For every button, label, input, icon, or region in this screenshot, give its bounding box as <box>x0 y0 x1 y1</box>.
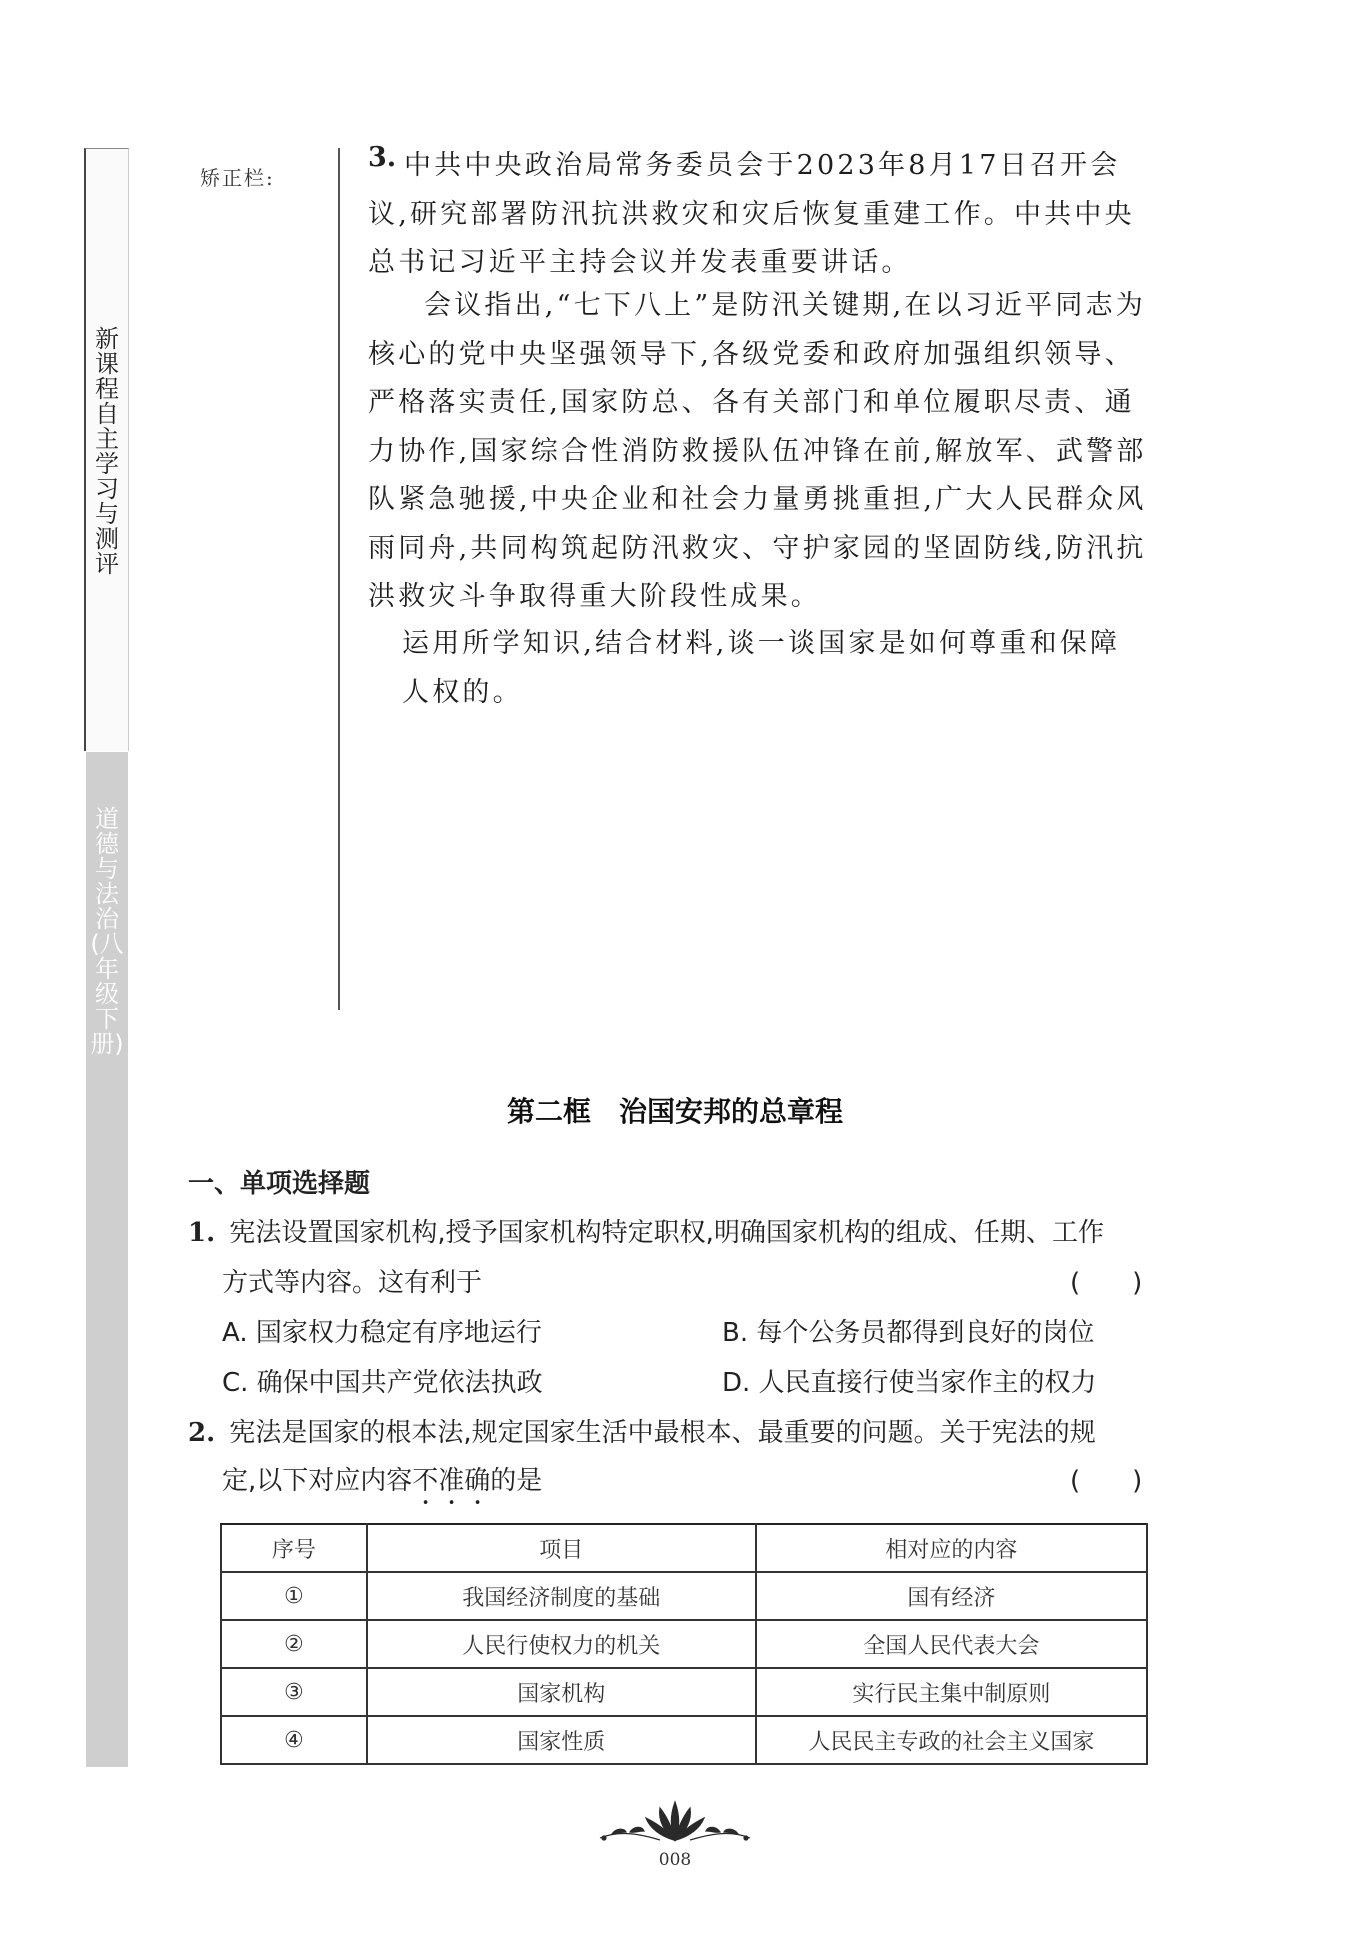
table-cell: 国有经济 <box>756 1572 1147 1620</box>
question-2-emphasis: 不准确 <box>412 1466 491 1496</box>
section-title: 第二框 治国安邦的总章程 <box>506 1095 843 1128</box>
table-header-row <box>221 1524 1147 1572</box>
side-strip-top-label: 新课程自主学习与测评 <box>95 325 119 578</box>
option-b[interactable]: B. 每个公务员都得到良好的岗位 <box>722 1318 1095 1348</box>
table-cell: ② <box>221 1620 367 1668</box>
table-cell: 国家性质 <box>367 1716 756 1764</box>
side-strip-bottom <box>86 752 128 1767</box>
table-row <box>221 1668 1147 1716</box>
question-2 <box>188 1412 1096 1449</box>
table-cell: 我国经济制度的基础 <box>367 1572 756 1620</box>
multiple-choice-heading: 一、单项选择题 <box>188 1169 371 1199</box>
table-row <box>221 1572 1147 1620</box>
side-strip-top <box>84 148 129 751</box>
question-1-answer-blank[interactable]: ( ) <box>1070 1268 1143 1298</box>
table-header-cell: 序号 <box>221 1524 367 1572</box>
table-cell: ③ <box>221 1668 367 1716</box>
question-1-number: 1. <box>188 1218 216 1248</box>
table-cell: 国家机构 <box>367 1668 756 1716</box>
question-1-line-1: 宪法设置国家机构,授予国家机构特定职权,明确国家机构的组成、任期、工作 <box>229 1218 1104 1248</box>
question-3-prompt: 运用所学知识,结合材料,谈一谈国家是如何尊重和保障人权的。 <box>402 628 1121 708</box>
table-cell: ① <box>221 1572 367 1620</box>
floral-ornament-icon <box>590 1798 760 1848</box>
table-header-cell: 相对应的内容 <box>756 1524 1147 1572</box>
table-cell: 人民民主专政的社会主义国家 <box>756 1716 1147 1764</box>
table-cell: 全国人民代表大会 <box>756 1620 1147 1668</box>
table-cell: 实行民主集中制原则 <box>756 1668 1147 1716</box>
option-d[interactable]: D. 人民直接行使当家作主的权力 <box>722 1368 1097 1398</box>
option-a[interactable]: A. 国家权力稳定有序地运行 <box>222 1318 542 1348</box>
page-number: 008 <box>658 1850 692 1870</box>
option-c[interactable]: C. 确保中国共产党依法执政 <box>222 1368 543 1398</box>
question-3-paragraph-2: 会议指出,“七下八上”是防汛关键期,在以习近平同志为核心的党中央坚强领导下,各级党委和政府加强组织领导、严格落实责任,国家防总、各有关部门和单位履职尽责、通力协作,国家综合性消防救援队伍冲锋在前,解放军、武警部队紧急驰援,中央企业和社会力量勇挑重担,广大人民群众风雨同舟,共同构筑起防汛救灾、守护家园的坚固防线,防汛抗洪救灾斗争取得重大阶段性成果。 <box>368 290 1147 612</box>
question-2-line-2-end: 的是 <box>490 1466 543 1496</box>
question-2-number: 2. <box>188 1418 216 1448</box>
table-header-cell: 项目 <box>367 1524 756 1572</box>
question-2-line-2-start: 定,以下对应内容 <box>222 1466 413 1496</box>
correction-divider <box>338 148 340 1010</box>
table-cell: 人民行使权力的机关 <box>367 1620 756 1668</box>
table-row <box>221 1620 1147 1668</box>
table-cell: ④ <box>221 1716 367 1764</box>
side-strip-bottom-label: 道德与法治(八年级下册) <box>90 805 124 1058</box>
question-2-line-1: 宪法是国家的根本法,规定国家生活中最根本、最重要的问题。关于宪法的规 <box>229 1418 1096 1448</box>
question-2-line-2 <box>222 1460 542 1511</box>
question-3-number: 3. <box>368 142 397 173</box>
content-table <box>220 1523 1148 1765</box>
question-1-line-2: 方式等内容。这有利于 <box>222 1268 483 1298</box>
correction-label: 矫正栏: <box>200 166 275 190</box>
table-row <box>221 1716 1147 1764</box>
question-2-answer-blank[interactable]: ( ) <box>1070 1466 1143 1496</box>
question-1 <box>188 1212 1104 1249</box>
question-3-paragraph-1: 中共中央政治局常务委员会于2023年8月17日召开会议,研究部署防汛抗洪救灾和灾后恢复重建工作。中共中央总书记习近平主持会议并发表重要讲话。 <box>368 150 1135 278</box>
